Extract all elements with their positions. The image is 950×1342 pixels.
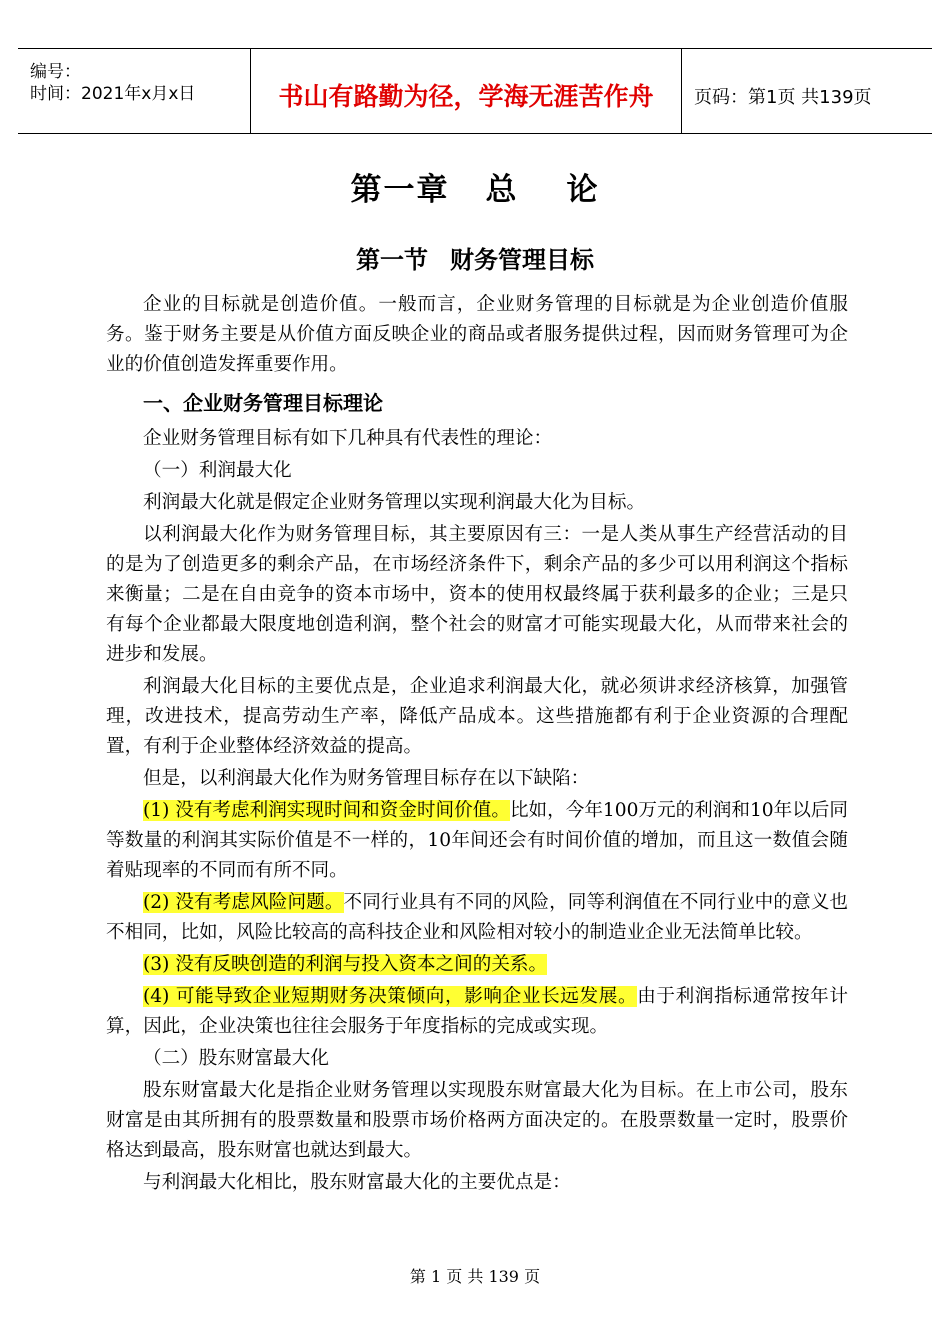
time-label: 时间：2021年x月x日 <box>30 84 196 104</box>
paragraph: 与利润最大化相比，股东财富最大化的主要优点是： <box>143 1172 571 1193</box>
page-footer: 第 1 页 共 139 页 <box>409 1267 541 1286</box>
section-title-part1: 第一节 <box>356 246 428 274</box>
paragraph: 企业财务管理目标有如下几种具有代表性的理论： <box>143 428 553 449</box>
code-label: 编号： <box>30 62 81 82</box>
section-title-part2: 财务管理目标 <box>450 246 594 274</box>
page-info: 页码：第1页 共139页 <box>694 87 872 108</box>
motto: 书山有路勤为径，学海无涯苦作舟 <box>278 82 654 111</box>
chapter-title-part2: 总 <box>485 172 519 208</box>
heading: 一、企业财务管理目标理论 <box>143 391 383 415</box>
paragraph: 企业的目标就是创造价值。一般而言，企业财务管理的目标就是为企业创造价值服务。鉴于财务主要是从价值方面反映企业的商品或者服务提供过程，因而财务管理可为企业的价值创造发挥重要作用。 <box>106 294 848 375</box>
highlighted-text: (3) 没有反映创造的利润与投入资本之间的关系。 <box>143 954 548 975</box>
paragraph: 但是，以利润最大化作为财务管理目标存在以下缺陷： <box>143 768 590 789</box>
paragraph: 利润最大化目标的主要优点是，企业追求利润最大化，就必须讲求经济核算，加强管理，改进技术，提高劳动生产率，降低产品成本。这些措施都有利于企业资源的合理配置，有利于企业整体经济效益的提高。 <box>106 676 848 757</box>
sub-heading: （二）股东财富最大化 <box>143 1048 329 1069</box>
header-meta-cell <box>18 49 251 133</box>
highlighted-text: (1) 没有考虑利润实现时间和资金时间价值。 <box>143 800 510 821</box>
chapter-title-part1: 第一章 <box>350 172 450 208</box>
paragraph: 股东财富最大化是指企业财务管理以实现股东财富最大化为目标。在上市公司，股东财富是由其所拥有的股票数量和股票市场价格两方面决定的。在股票数量一定时，股票价格达到最高，股东财富也就达到最大。 <box>106 1080 848 1161</box>
body-content <box>106 290 848 1198</box>
paragraph-text: 由于利润指标通常按年计算，因此，企业决策也往往会服务于年度指标的完成或实现。 <box>106 986 848 1037</box>
paragraph: 利润最大化就是假定企业财务管理以实现利润最大化为目标。 <box>143 492 646 513</box>
document-header <box>18 48 932 134</box>
chapter-title-part3: 论 <box>566 172 600 208</box>
paragraph: 以利润最大化作为财务管理目标，其主要原因有三：一是人类从事生产经营活动的目的是为了创造更多的剩余产品，在市场经济条件下，剩余产品的多少可以用利润这个指标来衡量；二是在自由竞争的资本市场中，资本的使用权最终属于获利最多的企业；三是只有每个企业都最大限度地创造利润，整个社会的财富才可能实现最大化，从而带来社会的进步和发展。 <box>106 524 848 665</box>
header-page-cell <box>682 49 932 133</box>
paragraph-text: 不同行业具有不同的风险，同等利润值在不同行业中的意义也不相同，比如，风险比较高的高科技企业和风险相对较小的制造业企业无法简单比较。 <box>106 892 848 943</box>
paragraph <box>106 950 848 980</box>
highlighted-text: (4) 可能导致企业短期财务决策倾向，影响企业长远发展。 <box>143 986 638 1007</box>
paragraph <box>106 982 848 1042</box>
paragraph-text: 比如，今年100万元的利润和10年以后同等数量的利润其实际价值是不一样的，10年间还会有时间价值的增加，而且这一数值会随着贴现率的不同而有所不同。 <box>106 800 848 881</box>
paragraph <box>106 888 848 948</box>
header-motto-cell <box>251 49 682 133</box>
sub-heading: （一）利润最大化 <box>143 460 292 481</box>
highlighted-text: (2) 没有考虑风险问题。 <box>143 892 344 913</box>
section-title <box>0 240 950 275</box>
chapter-title <box>0 164 950 209</box>
paragraph <box>106 796 848 886</box>
